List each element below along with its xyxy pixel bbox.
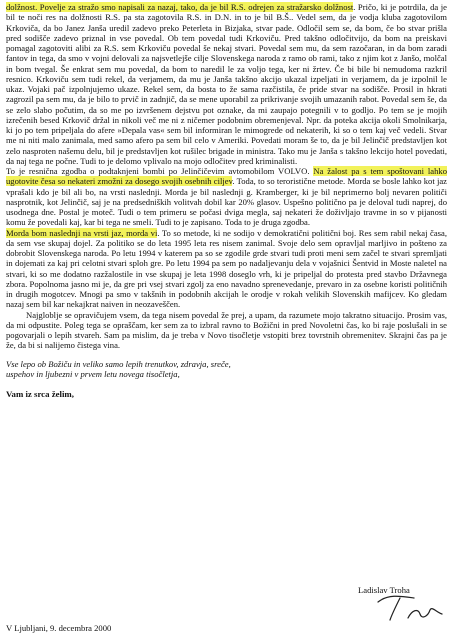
highlight-1: dolžnost. Povelje za stražo smo napisali za nazaj, tako, da je bil R.S. odrejen za stražarsko dolžnost: [6, 2, 354, 12]
paragraph-2-lead: To je resnična zgodba o podtaknjeni bombi po Jelinčičevim avtomobilom VOLVO.: [6, 166, 314, 176]
paragraph-2: [6, 166, 447, 228]
greeting-line-1: Vse lepo ob Božiču in veliko samo lepih trenutkov, zdravja, sreče,: [6, 358, 231, 369]
letter-body: [6, 2, 447, 351]
paragraph-2-text: . Toda, to so teroristične metode. Morda se bosle lahko kot jaz vprašali kdo je bil ali bo, na vrsti naslednji. Morda je bil naslednji g. Kramberger, ki je bil neprimerno bolj nevaren političi nasprotnik, kot Jelinčič, saj je na predsedniških volitvah dobil kar 20% glasov. Uspešno politično pa je deloval tudi naprej, do usodnega dne. Postal je moteč. Tudi o tem primeru se počasi dviga megla, saj nekateri že doživljajo travme in so v pijanosti komu že povedali kaj, kar bi tega ne smeli. Tudi to je zapisano. Toda to je druga zgodba.: [6, 176, 447, 228]
paragraph-3: [6, 228, 447, 310]
highlight-2: Na žalost pa s tem spoštovani lahko ugotovite česa so nekateri zmožni za dosego svojih osebnih ciljev: [6, 166, 447, 187]
paragraph-1-text: . Pričo, ki je potrdila, da je bil te noči res na dolžnosti R.S. pa sta zagotovila R.S. in D.N. in to je bil B.Š.. Vedel sem, da je vodja kluba zagotovilom Krkoviča, da bo Janez Janša uredil zadevo preko Peterleta in Bizjaka, stvar pade. Odločil sem se, da bom, če bo stvar prišla pred sodišče zadevo priznal in vse povedal. Ob tem povedal tudi Krkoviču. Pred takšno odločitvijo, da bom na preiskavi pomagal zagotoviti alibi za R.S. sem Krkoviču povedal še nekaj stvari. Povedal sem mu, da sem razočaran, in da bom zaradi fantov in tega, da smo v vojni delovali za najsvetlejše cilje Slovenskega naroda z ramo ob rami, tako z njim kot z Janšo, molčal in bom tvegal. Še enkrat sem mu povedal, da bom to naredil le za voljo tega, ker ni žrtev. Če bi bile bi nemudoma razkril resnico. Krkoviču sem tudi rekel, da verjamem, da mu je Janša takšno akcijo ukazal izpeljati in verjamem, da je izpolnil le ukaz. Vojaki pač izpolnjujemo ukaze. Rekel sem, da bosta to že sama razčistila, če pride stvar na sodišče. Prosil in hkrati zagrozil pa sem mu, da je bilo to prvič in zadnjič, da se mene uporabil za prikrivanje svojih umazanih rabot. Povedal sem še, da se zelo slabo počutim, da so me po izvršenem dejstvu pot oznake, da mi zaupajo potegnili v to godljo. Po tem se je mojih izrečenih besed Krkovič držal in nikoli več me ni z ničemer podobnim obremenjeval. Npr. da poteka akcija okoli Smolnikarja, ki jo po tem pripeljala do afere »Depala vas« sem bil informiran le mimogrede od nekaterih, ki so o tem kaj več vedeli. Stvar me ni niti malo zanimala, med samo afero pa sem bil celo v Ameriki. Povedati moram še to, da je bil Jelinčič predstavljen kot zelo nasproten našemu delu, bil je predstavljen kot rušilec brigade in ministra. Tako mu je Janša s takšno lekcijo hotel povedati, da naj tega ne počne. Tudi to je delomo vplivalo na mojo odločitev pred kriminalisti.: [6, 2, 447, 166]
signer-name: Ladislav Troha: [358, 585, 410, 595]
paragraph-1: [6, 2, 447, 166]
paragraph-4: Najgloblje se opravičujem vsem, da tega nisem povedal že prej, a upam, da razumete mojo takratno situacijo. Prosim vas, da mi odpustite. Poleg tega se opraščam, ker sem za to izbral ravno to Božični in pred Novoletni čas, ko bi raje poslušali in se pogovarjali o lepih stvareh. Sam pa mislim, da je treba v Novo tisočletje vstopiti brez tovrstnih obremenitev. Skrajni čas pa je že, da bi si nalijemo čistega vina.: [6, 309, 447, 351]
closing-line: Vam iz srca želim,: [6, 388, 74, 399]
place-date: V Ljubljani, 9. decembra 2000: [6, 623, 112, 633]
paragraph-3-text: . To so metode, ki ne sodijo v demokratični politični boj. Res sem rabil nekaj časa, da sem vse skupaj dojel. Za politiko se do leta 1995 leta res nisem zanimal. Svoje delo sem opravljal marljivo in pošteno za dobrobit Slovenskega naroda. Po letu 1994 v katerem pa so se zgodile grde stvari tudi proti meni sem začel te stvari spremljati in dojemati za kaj pri celotni stvari sploh gre. Po letu 1994 pa sem po nadaljevanju dela v vojašnici Šentvid in Moste naletel na stvari, ki so me dodatno razžalostile in vse skupaj je leta 1998 doseglo vrh, ki je pripeljal do protesta pred stavbo Državnega zbora. Popolnoma jasno mi je, da gre pri vsej stvari zgolj za eno navadno sprenevedanje, prevaro in za osebne koristi političnih in drugih mogotcev. Mnogi pa smo v takšnih in podobnih akcijah le orodje v rokah velikih Slovenskih mafijcev. Ko gledam nazaj sem bil kar nekajkrat naiven in neozaveščen.: [6, 227, 447, 310]
greeting-line-2: uspehov in ljubezni v prvem letu novega tisočletja,: [6, 369, 180, 379]
handwritten-signature: [370, 588, 450, 624]
highlight-3: Morda bom naslednji na vrsti jaz, morda vi: [6, 227, 158, 238]
greeting: [6, 359, 447, 380]
